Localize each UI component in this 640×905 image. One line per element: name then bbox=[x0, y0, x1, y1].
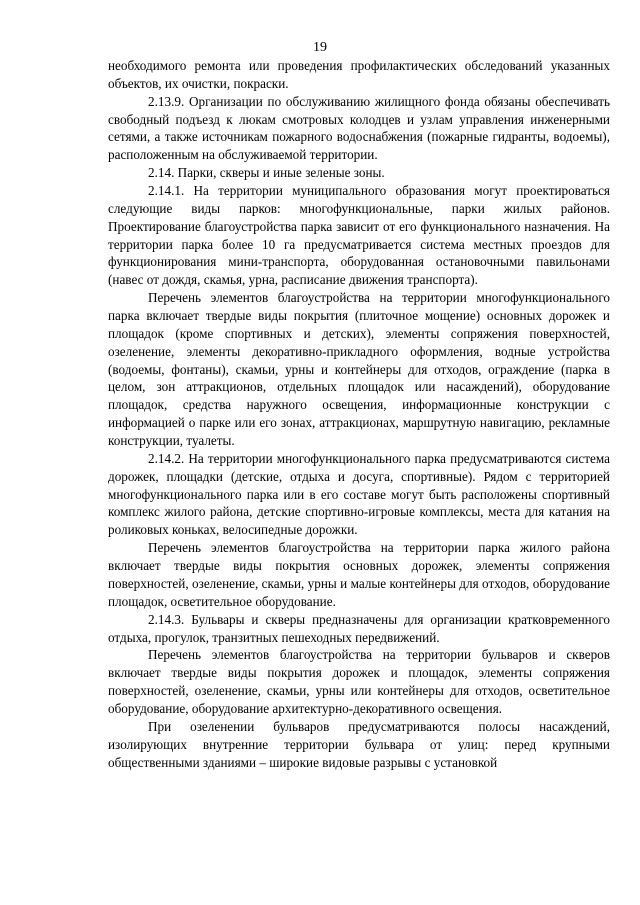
paragraph-multifunctional-park-elements: Перечень элементов благоустройства на территории многофункционального парка включает твердые виды покрытия (плиточное мощение) основных дорожек и площадок (кроме спортивных и детских), элементы сопряжения поверхностей, озеленение, элементы декоративно-прикладного оформления, водные устройства (водоемы, фонтаны), скамьи, урны и контейнеры для отходов, ограждение (парка в целом, зон аттракционов, отдельных площадок или насаждений), оборудование площадок, средства наружного освещения, информационные конструкции с информацией о парке или его зонах, аттракционах, маршрутную навигацию, рекламные конструкции, туалеты. bbox=[108, 290, 610, 449]
paragraph-continuation: необходимого ремонта или проведения профилактических обследований указанных объектов, их очистки, покраски. bbox=[108, 58, 610, 91]
document-body bbox=[108, 57, 610, 771]
paragraph-boulevard-greening: При озеленении бульваров предусматриваются полосы насаждений, изолирующих внутренние территории бульвара от улиц: перед крупными общественными зданиями – широкие видовые разрывы с установкой bbox=[108, 718, 610, 770]
paragraph-boulevard-elements: Перечень элементов благоустройства на территории бульваров и скверов включает твердые виды покрытия дорожек и площадок, элементы сопряжения поверхностей, озеленение, скамьи, урны или контейнеры для отходов, осветительное оборудование, оборудование архитектурно-декоративного освещения. bbox=[108, 647, 610, 716]
paragraph-2-13-9: 2.13.9. Организации по обслуживанию жилищного фонда обязаны обеспечивать свободный подъезд к люкам смотровых колодцев и узлам управления инженерными сетями, а также источникам пожарного водоснабжения (пожарные гидранты, водоемы), расположенным на обслуживаемой территории. bbox=[108, 93, 610, 163]
paragraph-2-14-2: 2.14.2. На территории многофункционального парка предусматриваются система дорожек, площадки (детские, отдыха и досуга, спортивные). Рядом с территорией многофункционального парка или в его составе могут быть расположены спортивный комплекс жилого района, детские спортивно-игровые комплексы, места для катания на роликовых коньках, велосипедные дорожки. bbox=[108, 450, 610, 538]
paragraph-2-14-1: 2.14.1. На территории муниципального образования могут проектироваться следующие виды парков: многофункциональные, парки жилых районов. Проектирование благоустройства парка зависит от его функционального назначения. На территории парка более 10 га предусматривается система местных проездов для функционирования мини-транспорта, оборудованная остановочными павильонами (навес от дождя, скамья, урна, расписание движения транспорта). bbox=[108, 183, 610, 288]
page-number: 19 bbox=[313, 40, 327, 55]
section-heading-2-14: 2.14. Парки, скверы и иные зеленые зоны. bbox=[148, 165, 385, 181]
paragraph-residential-park-elements: Перечень элементов благоустройства на территории парка жилого района включает твердые виды покрытия основных дорожек, элементы сопряжения поверхностей, озеленение, скамьи, урны и малые контейнеры для отходов, оборудование площадок, осветительное оборудование. bbox=[108, 540, 610, 609]
paragraph-2-14-3: 2.14.3. Бульвары и скверы предназначены для организации кратковременного отдыха, прогулок, транзитных пешеходных передвижений. bbox=[108, 611, 610, 645]
